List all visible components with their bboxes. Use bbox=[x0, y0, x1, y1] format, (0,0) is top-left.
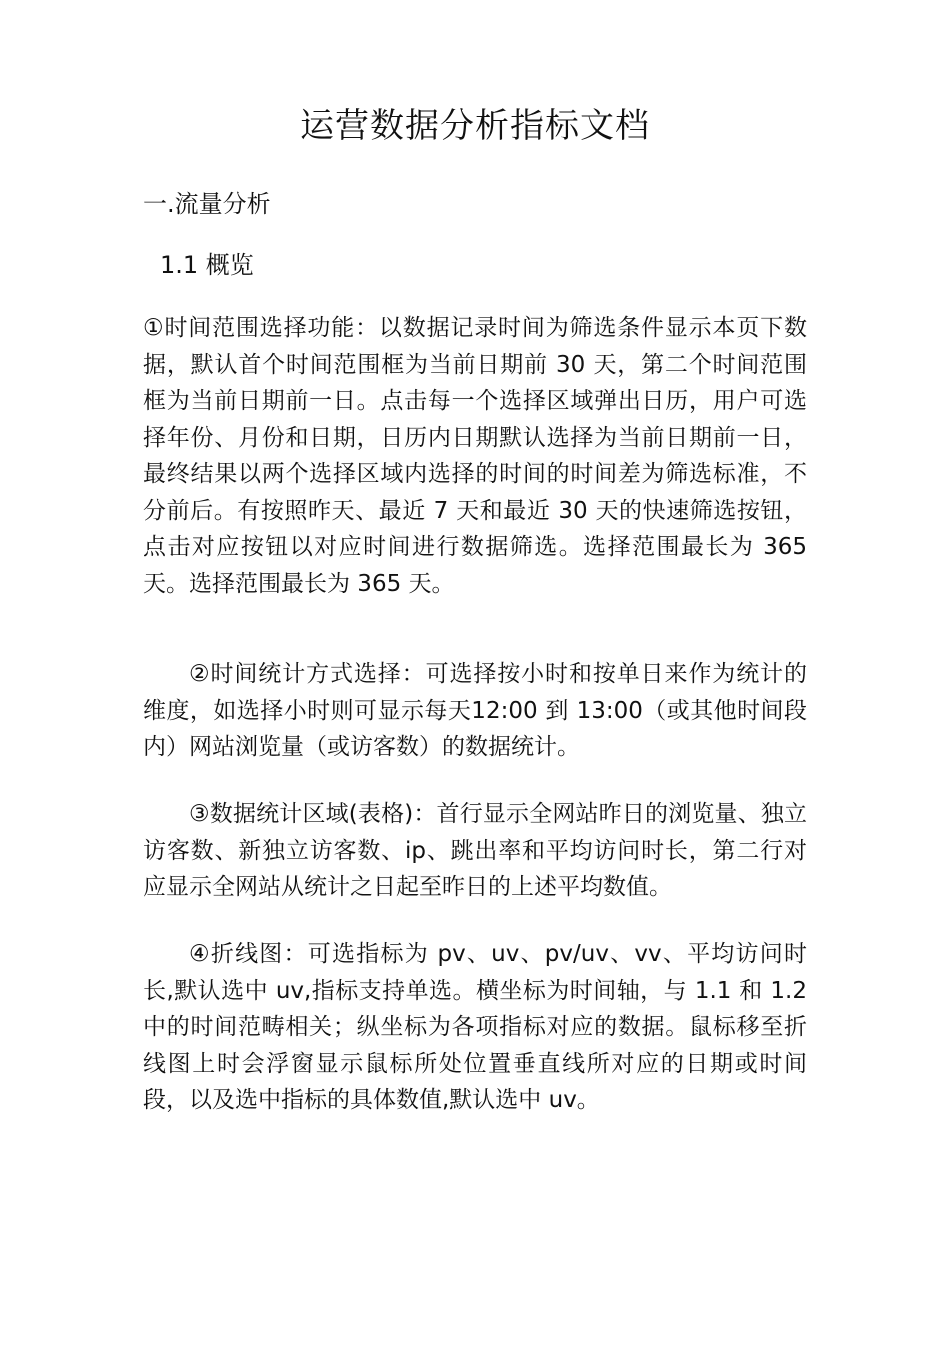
section-heading-traffic-analysis: 一.流量分析 bbox=[143, 190, 271, 218]
paragraph-time-statistics-mode: ②时间统计方式选择：可选择按小时和按单日来作为统计的维度，如选择小时则可显示每天12:00 到 13:00（或其他时间段内）网站浏览量（或访客数）的数据统计。 bbox=[143, 661, 807, 760]
paragraph-time-range-selection: ①时间范围选择功能：以数据记录时间为筛选条件显示本页下数据，默认首个时间范围框为当前日期前 30 天，第二个时间范围框为当前日期前一日。点击每一个选择区域弹出日历，用户可选择年份、月份和日期，日历内日期默认选择为当前日期前一日，最终结果以两个选择区域内选择的时间的时间差为筛选标准，不分前后。有按照昨天、最近 7 天和最近 30 天的快速筛选按钮，点击对应按钮以对应时间进行数据筛选。选择范围最长为 365 天。选择范围最长为 365 天。 bbox=[143, 315, 807, 597]
paragraph-data-statistics-area: ③数据统计区域(表格)：首行显示全网站昨日的浏览量、独立访客数、新独立访客数、ip、跳出率和平均访问时长，第二行对应显示全网站从统计之日起至昨日的上述平均数值。 bbox=[143, 801, 807, 900]
paragraph-line-chart: ④折线图：可选指标为 pv、uv、pv/uv、vv、平均访问时长,默认选中 uv,指标支持单选。横坐标为时间轴，与 1.1 和 1.2中的时间范畴相关；纵坐标为各项指标对应的数据。鼠标移至折线图上时会浮窗显示鼠标所处位置垂直线所对应的日期或时间段，以及选中指标的具体数值,默认选中 uv。 bbox=[143, 941, 807, 1113]
subsection-heading-overview: 1.1 概览 bbox=[160, 251, 254, 279]
document-title: 运营数据分析指标文档 bbox=[300, 106, 650, 146]
